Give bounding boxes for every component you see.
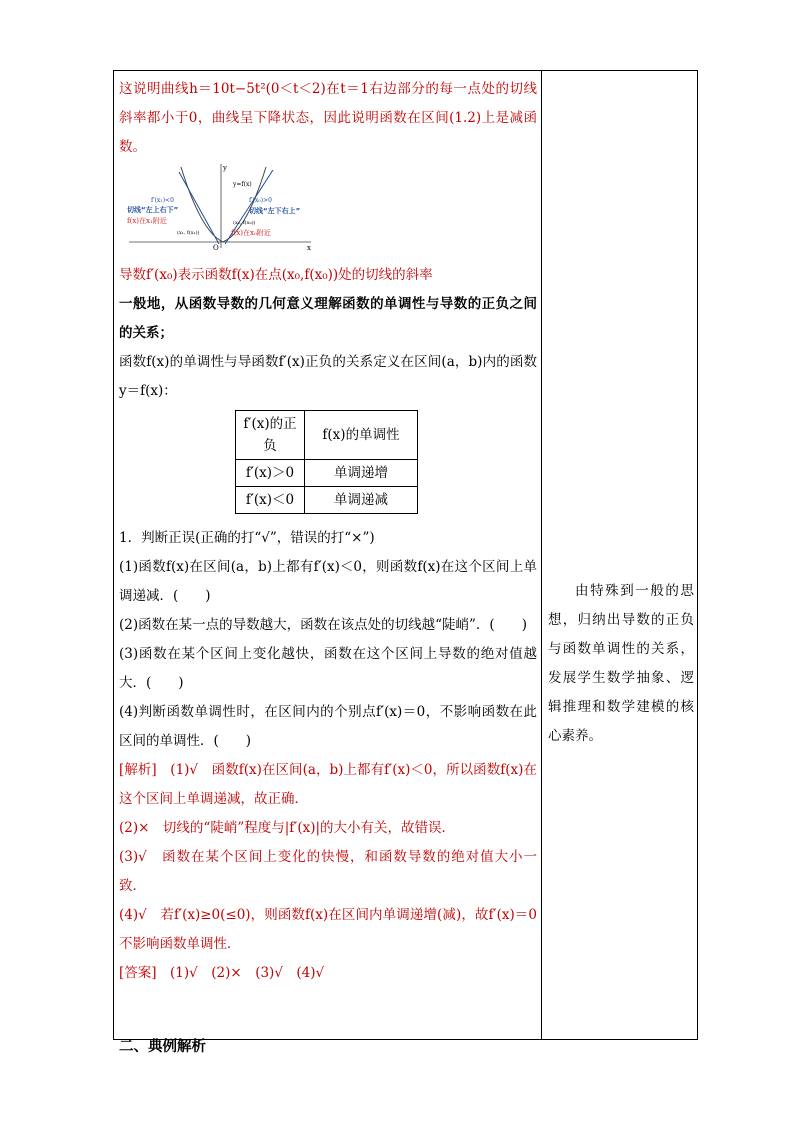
table-cell-decreasing: 单调递减 bbox=[305, 487, 418, 514]
table-cell-increasing: 单调递增 bbox=[305, 460, 418, 487]
analysis-1: [解析] (1)√ 函数f(x)在区间(a，b)上都有f′(x)＜0，所以函数f(x)在这个区间上单调递减，故正确． bbox=[119, 762, 537, 807]
analysis-2: (2)× 切线的“陡峭”程度与|f′(x)|的大小有关，故错误． bbox=[119, 820, 456, 836]
left-column bbox=[119, 75, 537, 1061]
question-4: (4)判断函数单调性时，在区间内的个别点f′(x)＝0，不影响函数在此区间的单调性．( ) bbox=[119, 704, 537, 749]
derivative-meaning: 导数f′(x₀)表示函数f(x)在点(x₀,f(x₀))处的切线的斜率 bbox=[119, 267, 433, 283]
definition-line: 函数f(x)的单调性与导函数f′(x)正负的关系定义在区间(a，b)内的函数y＝f(x)： bbox=[119, 354, 537, 399]
teaching-note: 由特殊到一般的思想，归纳出导数的正负与函数单调性的关系，发展学生数学抽象、逻辑推理和数学建模的核心素养。 bbox=[548, 583, 694, 744]
analysis-4: (4)√ 若f′(x)≥0(≤0)，则函数f(x)在区间内单调递增(减)，故f′(x)＝0不影响函数单调性． bbox=[119, 907, 537, 952]
curve-label: y=f(x) bbox=[233, 181, 252, 188]
section-heading: 二、典例解析 bbox=[119, 1038, 206, 1055]
left-annotation-1: f′(x₁)<0 bbox=[151, 197, 174, 204]
table-cell-negative: f′(x)＜0 bbox=[236, 487, 305, 514]
left-point-label: (x₁, f(x₁)) bbox=[177, 230, 200, 236]
intro-paragraph: 这说明曲线h＝10t−5t²(0＜t＜2)在t＝1右边部分的每一点处的切线斜率都小于0，曲线呈下降状态，因此说明函数在区间(1.2)上是减函数。 bbox=[119, 81, 537, 155]
table-header-sign: f′(x)的正负 bbox=[236, 411, 305, 460]
analysis-3: (3)√ 函数在某个区间上变化的快慢，和函数导数的绝对值大小一致． bbox=[119, 849, 537, 894]
general-heading: 一般地，从函数导数的几何意义理解函数的单调性与导数的正负之间的关系； bbox=[119, 296, 537, 341]
table-header-monotonicity: f(x)的单调性 bbox=[305, 411, 418, 460]
left-annotation-3: f(x)在x₁附近 bbox=[127, 217, 167, 225]
right-column bbox=[548, 577, 694, 751]
right-annotation-2: 切线“左下右上” bbox=[249, 207, 301, 215]
monotonicity-table bbox=[235, 410, 418, 514]
exercise-title: 1．判断正误(正确的打“√”，错误的打“×”) bbox=[119, 530, 375, 546]
y-axis-label: y bbox=[223, 164, 227, 172]
right-annotation-3: f(x)在x₀附近 bbox=[231, 229, 271, 237]
right-point-label: (x₀, f(x₀)) bbox=[233, 220, 256, 226]
lesson-table bbox=[113, 70, 698, 1055]
table-cell-positive: f′(x)＞0 bbox=[236, 460, 305, 487]
tangent-graph bbox=[121, 162, 341, 250]
x-axis-label: x bbox=[307, 244, 311, 250]
left-annotation-2: 切线“左上右下” bbox=[127, 206, 179, 214]
answer-line: [答案] (1)√ (2)× (3)√ (4)√ bbox=[119, 965, 325, 981]
question-3: (3)函数在某个区间上变化越快，函数在这个区间上导数的绝对值越大．( ) bbox=[119, 646, 537, 691]
origin-label: O bbox=[213, 244, 219, 250]
question-2: (2)函数在某一点的导数越大，函数在该点处的切线越“陡峭”．( ) bbox=[119, 617, 527, 633]
column-divider bbox=[541, 71, 542, 1039]
question-1: (1)函数f(x)在区间(a，b)上都有f′(x)＜0，则函数f(x)在这个区间上单调递减．( ) bbox=[119, 559, 537, 604]
right-annotation-1: f′(x₀)>0 bbox=[249, 197, 272, 204]
